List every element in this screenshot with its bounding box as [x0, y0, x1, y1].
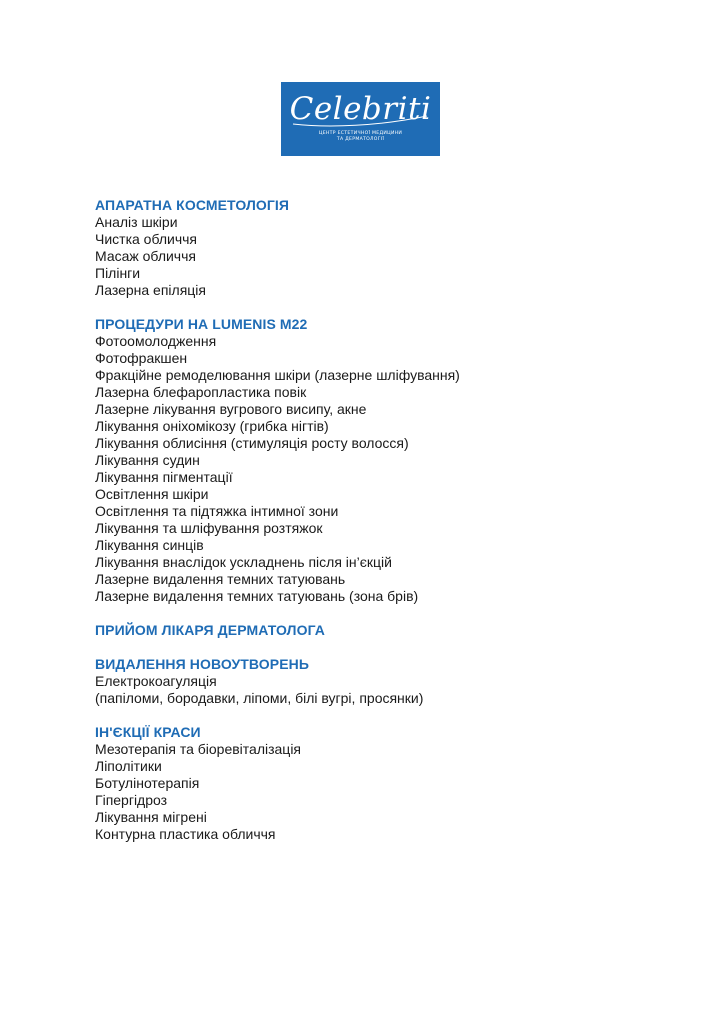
service-item: Лікування синців — [95, 537, 204, 553]
service-item: Лікування пігментації — [95, 469, 233, 485]
section-title: ІН'ЄКЦІЇ КРАСИ — [95, 724, 201, 740]
section-title: ПРОЦЕДУРИ НА LUMENIS M22 — [95, 316, 308, 332]
service-item: Лазерне видалення темних татуювань — [95, 571, 346, 587]
service-item: Мезотерапія та біоревіталізація — [95, 741, 302, 757]
service-list — [95, 214, 655, 299]
service-item: Освітлення та підтяжка інтимної зони — [95, 503, 339, 519]
logo-wordmark: Celebriti — [289, 91, 432, 127]
logo-tagline-line-1: ЦЕНТР ЕСТЕТИЧНОЇ МЕДИЦИНИ — [318, 131, 403, 136]
section-lumenis-m22 — [95, 316, 655, 605]
service-item: Фотоомолодження — [95, 333, 217, 349]
services-list — [95, 197, 655, 860]
service-list — [95, 333, 655, 605]
service-item: Лікування облисіння (стимуляція росту волосся) — [95, 435, 409, 451]
service-item: Лікування та шліфування розтяжок — [95, 520, 323, 536]
service-item: Контурна пластика обличчя — [95, 826, 276, 842]
logo-tagline-line-2: ТА ДЕРМАТОЛОГІЇ — [336, 137, 385, 142]
section-beauty-injections — [95, 724, 655, 843]
service-item: Лікування внаслідок ускладнень після ін’єкцій — [95, 554, 392, 570]
service-item: Ліполітики — [95, 758, 162, 774]
service-item: Лазерне видалення темних татуювань (зона брів) — [95, 588, 419, 604]
service-item: Масаж обличчя — [95, 248, 196, 264]
service-item: Лікування судин — [95, 452, 200, 468]
service-item: Фракційне ремоделювання шкіри (лазерне шліфування) — [95, 367, 460, 383]
service-item: Гіпергідроз — [95, 792, 168, 808]
service-item: Освітлення шкіри — [95, 486, 209, 502]
section-title: ВИДАЛЕННЯ НОВОУТВОРЕНЬ — [95, 656, 310, 672]
service-item: Пілінги — [95, 265, 141, 281]
service-list — [95, 673, 655, 707]
section-hardware-cosmetology — [95, 197, 655, 299]
service-item: Аналіз шкіри — [95, 214, 178, 230]
service-item: Лікування мігрені — [95, 809, 207, 825]
section-neoplasm-removal — [95, 656, 655, 707]
section-title: АПАРАТНА КОСМЕТОЛОГІЯ — [95, 197, 290, 213]
service-item: Лікування оніхомікозу (грибка нігтів) — [95, 418, 329, 434]
service-item: Лазерна епіляція — [95, 282, 206, 298]
service-item: Лазерна блефаропластика повік — [95, 384, 307, 400]
service-item: Чистка обличчя — [95, 231, 198, 247]
service-item: Електрокоагуляція — [95, 673, 217, 689]
brand-logo — [281, 82, 440, 156]
logo-tagline — [281, 131, 440, 143]
service-list — [95, 741, 655, 843]
service-item: Ботулінотерапія — [95, 775, 200, 791]
service-item: Лазерне лікування вугрового висипу, акне — [95, 401, 367, 417]
service-item: Фотофракшен — [95, 350, 188, 366]
logo-swash-icon — [289, 112, 431, 128]
section-title: ПРИЙОМ ЛІКАРЯ ДЕРМАТОЛОГА — [95, 622, 325, 638]
section-dermatologist — [95, 622, 655, 639]
service-item: (папіломи, бородавки, ліпоми, білі вугрі, просянки) — [95, 690, 424, 706]
